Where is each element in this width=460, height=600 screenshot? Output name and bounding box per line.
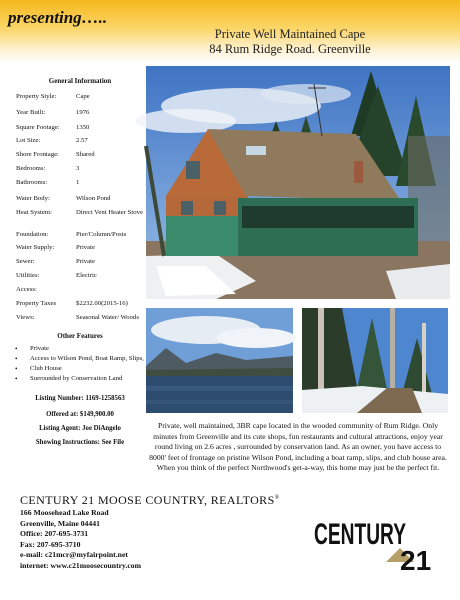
spec-label: Access:: [16, 286, 37, 293]
bullet-icon: •: [15, 365, 18, 373]
other-features-list: [14, 345, 146, 385]
presenting-label: presenting…..: [8, 8, 108, 27]
century21-logo-art: [312, 512, 442, 574]
other-features-heading: Other Features: [57, 332, 103, 340]
listing-title: [120, 27, 460, 57]
spec-value: $2232.00(2015-16): [76, 300, 128, 307]
spec-label: Views:: [16, 314, 35, 321]
property-description: Private, well maintained, 3BR cape located in the wooded community of Rum Ridge. Only minutes from Greenville and its cute shops, fun restaurants and cultural attractions, enjoy year round living on 2.6 acres , surrounded by conservation land. As an owner, you have access to 8000' feet of frontage on pristine Wilson Pond, including a boat ramp, slips, and club house area. When you think of the perfect Northwood's get-a-way, this home may just be the perfect fit.: [149, 421, 447, 472]
spec-value: Private: [76, 258, 95, 265]
fax-number: Fax: 207-695-3710: [20, 539, 81, 549]
feature-text: Access to Wilson Pond, Boat Ramp, Slips,: [30, 355, 144, 362]
spec-value: Direct Vent Heater Stove: [76, 209, 143, 216]
registered-mark: ®: [274, 495, 280, 501]
spec-value: Pier/Column/Posts: [76, 231, 127, 238]
listing-price: Offered at: $149,900.00: [46, 411, 114, 418]
logo-number: 21: [400, 545, 432, 576]
feature-item: [14, 355, 146, 363]
spec-label: Property Style:: [16, 93, 57, 100]
spec-value: 2.57: [76, 137, 88, 144]
century21-logo: [312, 512, 442, 574]
feature-text: Club House: [30, 365, 62, 372]
spec-value: Private: [76, 244, 95, 251]
spec-value: Shared: [76, 151, 95, 158]
spec-value: 1350: [76, 124, 90, 131]
feature-text: Surrounded by Conservation Land: [30, 375, 123, 382]
showing-instructions: Showing Instructions: See File: [35, 439, 125, 446]
spec-label: Bedrooms:: [16, 165, 46, 172]
woods-photo-art: [302, 308, 448, 413]
spec-label: Bathrooms:: [16, 179, 48, 186]
spec-value: 1976: [76, 109, 90, 116]
spec-label: Water Supply:: [16, 244, 55, 251]
feature-text: Private: [30, 345, 49, 352]
spec-label: Heat System:: [16, 209, 52, 216]
company-address: 166 Moosehead Lake Road: [20, 508, 109, 517]
listing-number: Listing Number: 1169-1258563: [35, 395, 125, 402]
spec-label: Sewer:: [16, 258, 35, 265]
listing-agent: Listing Agent: Joe DiAngelo: [39, 425, 121, 432]
bullet-icon: •: [15, 355, 18, 363]
spec-value: Wilson Pond: [76, 195, 111, 202]
spec-label: Water Body:: [16, 195, 50, 202]
spec-value: 3: [76, 165, 80, 172]
feature-item: [14, 345, 146, 353]
company-name: [20, 493, 280, 508]
lake-photo: [146, 308, 293, 413]
bullet-icon: •: [15, 375, 18, 383]
spec-value: Cape: [76, 93, 90, 100]
spec-label: Year Built:: [16, 109, 46, 116]
company-city: Greenville, Maine 04441: [20, 518, 100, 528]
email-address: e-mail: c21mcr@myfairpoint.net: [20, 550, 128, 559]
website: internet: www.c21moosecountry.com: [20, 560, 142, 570]
company-name-text: CENTURY 21 MOOSE COUNTRY, REALTORS: [20, 493, 275, 507]
title-line-2: 84 Rum Ridge Road. Greenville: [209, 42, 371, 56]
spec-value: Seasonal Water/ Woods: [76, 314, 139, 321]
spec-label: Lot Size:: [16, 137, 41, 144]
general-information-heading: General Information: [48, 77, 112, 85]
spec-label: Foundation:: [16, 231, 49, 238]
spec-value: Electric: [76, 272, 97, 279]
woods-photo: [302, 308, 448, 413]
bullet-icon: •: [15, 345, 18, 353]
title-line-1: Private Well Maintained Cape: [214, 27, 366, 41]
feature-item: [14, 365, 146, 373]
spec-value: 1: [76, 179, 80, 186]
house-photo: [146, 66, 450, 299]
house-photo-art: [146, 66, 450, 299]
spec-label: Utilities:: [16, 272, 40, 279]
feature-item: [14, 375, 146, 383]
lake-photo-art: [146, 308, 293, 413]
spec-label: Shore Frontage:: [16, 151, 59, 158]
contact-block: [20, 508, 141, 571]
office-phone: Office: 207-695-3731: [20, 529, 89, 538]
spec-label: Square Footage:: [16, 124, 60, 131]
logo-word: CENTURY: [314, 518, 406, 551]
spec-label: Property Taxes: [16, 300, 57, 307]
